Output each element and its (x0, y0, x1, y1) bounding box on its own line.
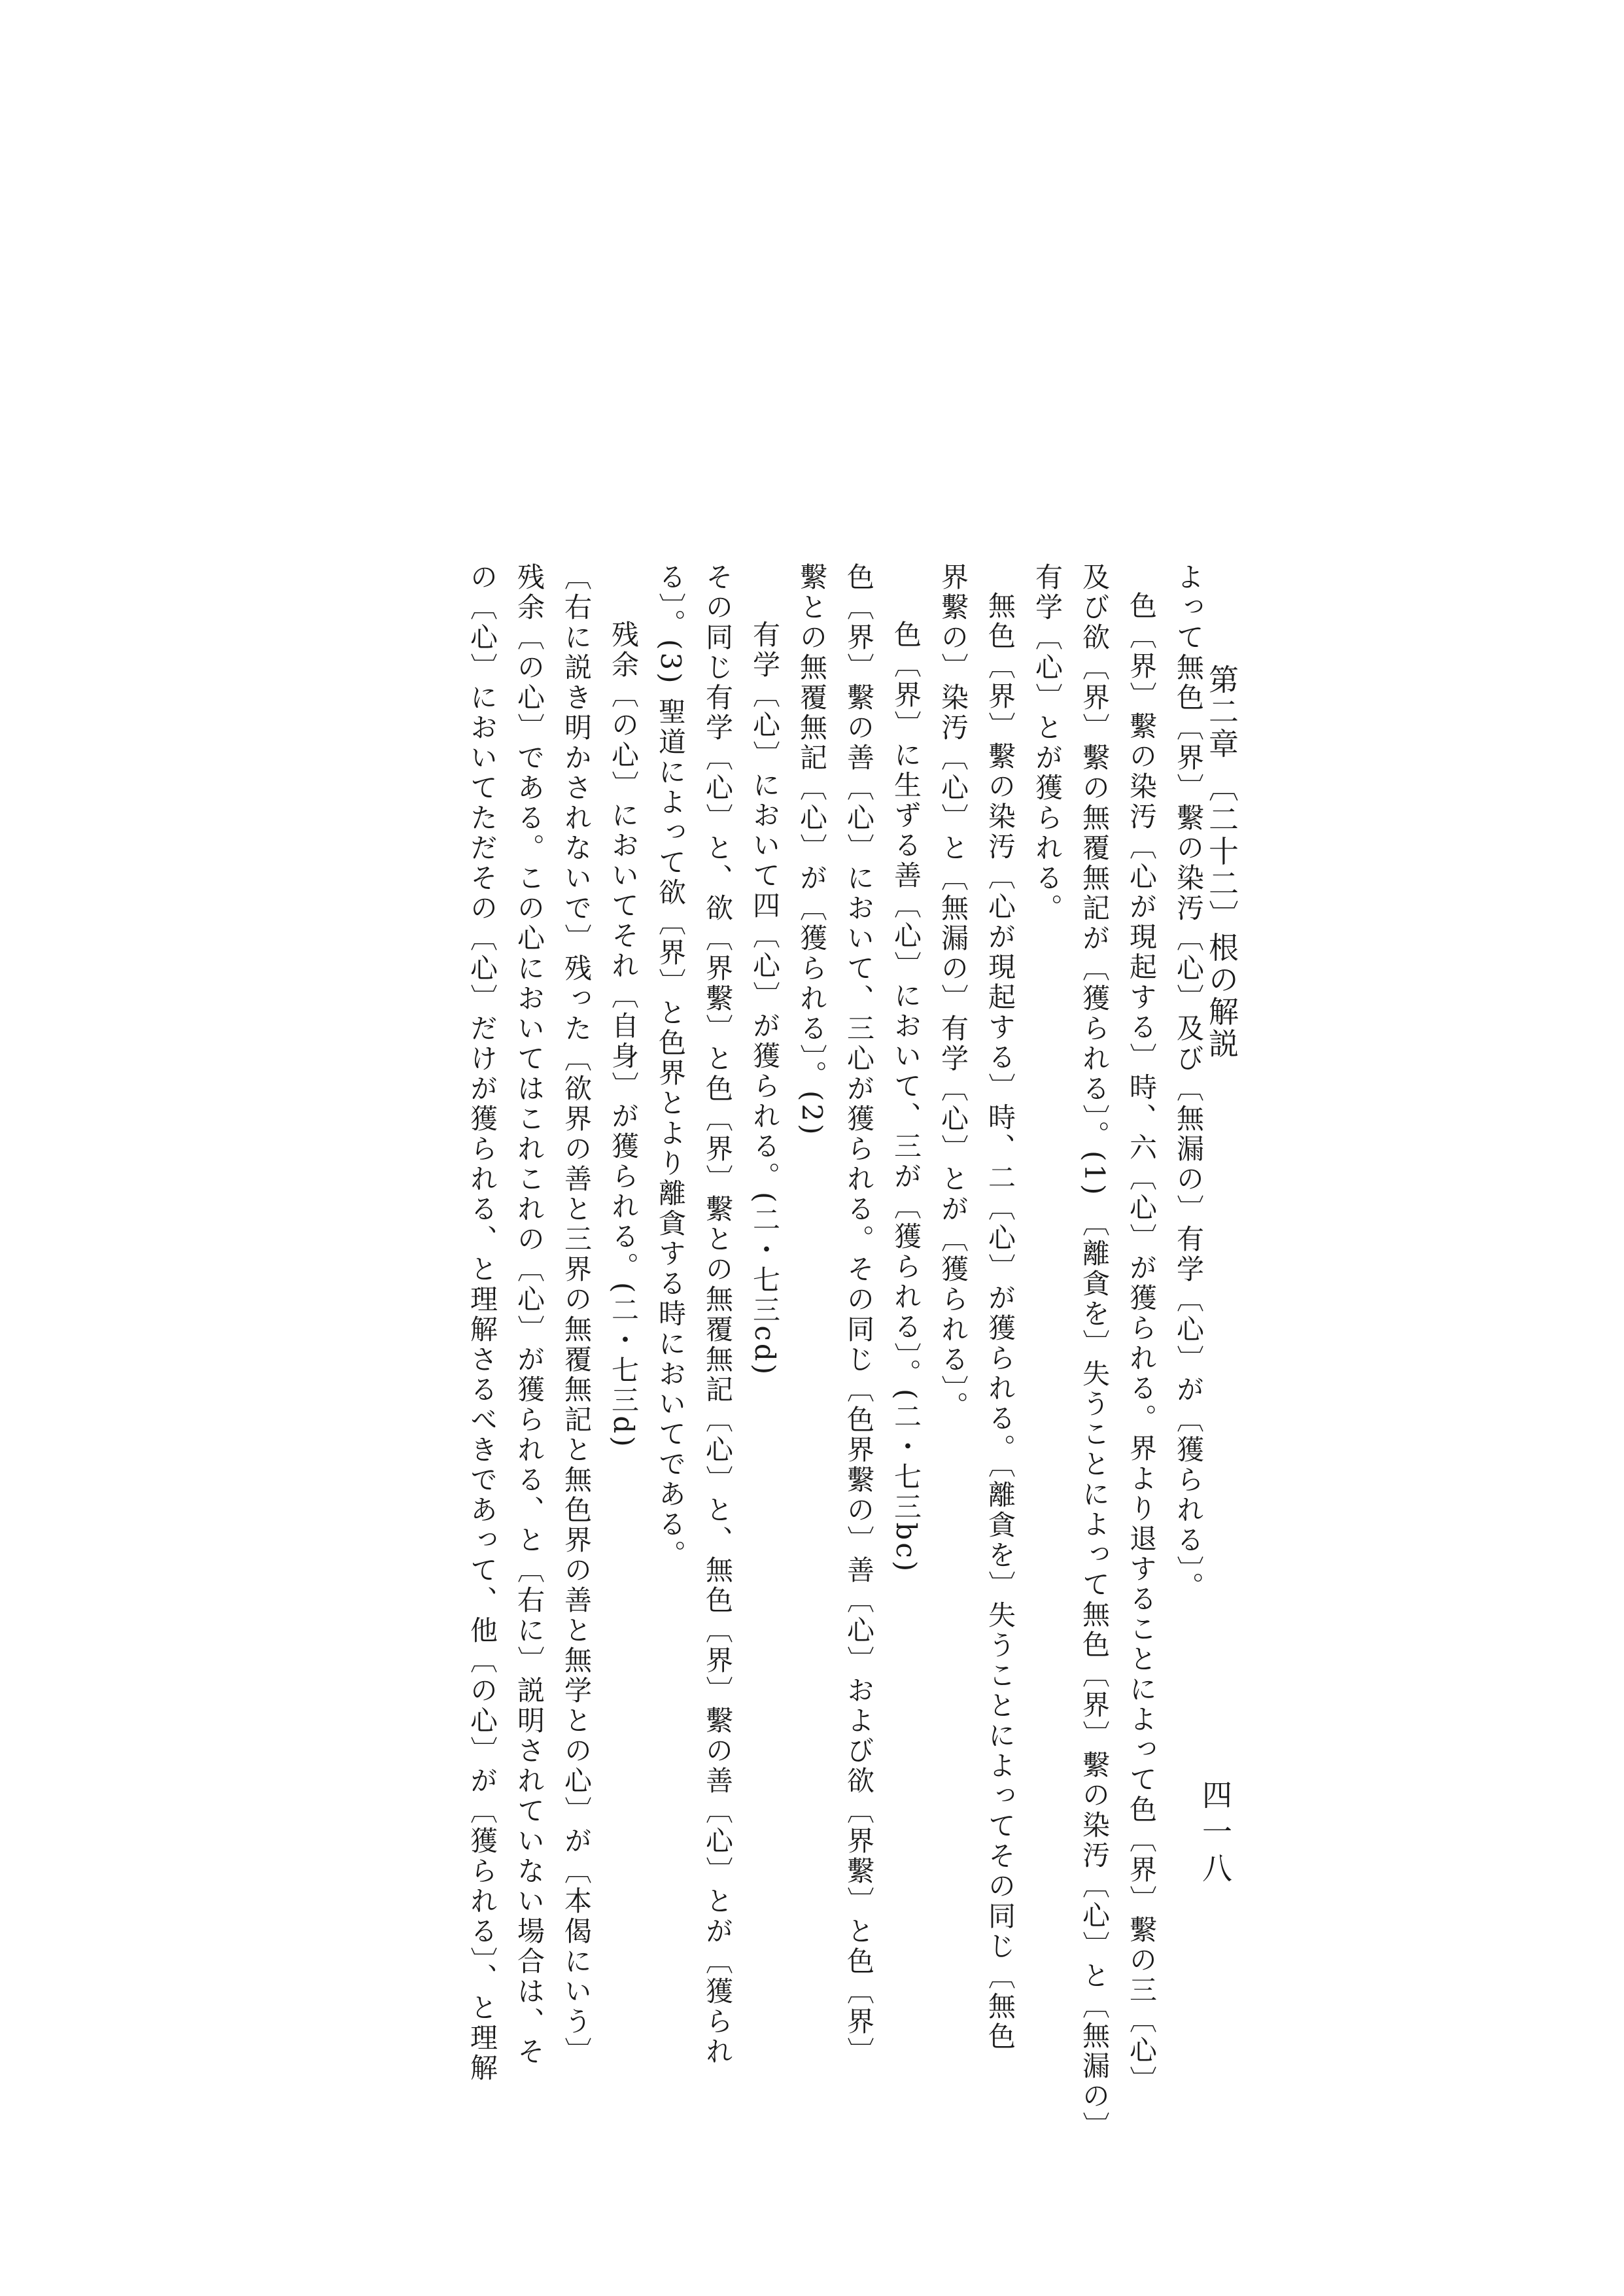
text-line: の〔心〕においてただその〔心〕だけが獲られる、と理解さるべきであって、他〔の心〕が〔獲られる〕、と理解 (466, 563, 498, 2083)
text-line: 無色〔界〕繫の染汚〔心が現起する〕時、二〔心〕が獲られる。〔離貪を〕失うことによってその同じ〔無色 (984, 591, 1016, 2052)
text-line: 界繫の〕染汚〔心〕と〔無漏の〕有学〔心〕とが〔獲られる〕。 (937, 563, 969, 1421)
text-line: その同じ有学〔心〕と、欲〔界繫〕と色〔界〕繫との無覆無記〔心〕と、無色〔界〕繫の善〔心〕とが〔獲られ (702, 563, 734, 2067)
text-line: 有学〔心〕において四〔心〕が獲られる。(二・七三cd) (749, 620, 781, 1378)
body-text (165, 563, 1212, 2142)
text-line: 〔右に説き明かされないで〕残った〔欲界の善と三界の無覆無記と無色界の善と無学との心〕が〔本偈にいう〕 (561, 563, 593, 2067)
text-line: 残余〔の心〕においてそれ〔自身〕が獲られる。(二・七三d) (608, 620, 640, 1450)
text-line: 及び欲〔界〕繫の無覆無記が〔獲られる〕。(1) 〔離貪を〕失うことによって無色〔界〕繫の染汚〔心〕と〔無漏の〕 (1079, 563, 1111, 2142)
text-line: よって無色〔界〕繫の染汚〔心〕及び〔無漏の〕有学〔心〕が〔獲られる〕。 (1173, 563, 1205, 1602)
page-number: 四一八 (1198, 1779, 1233, 1889)
text-line: 繫との無覆無記〔心〕が〔獲られる〕。(2) (796, 563, 828, 1138)
running-header: 第二章 〔二十二〕根の解説 (1204, 664, 1239, 1060)
text-line: 色〔界〕繫の染汚〔心が現起する〕時、六〔心〕が獲られる。界より退することによって色〔界〕繫の三〔心〕 (1126, 591, 1158, 2096)
text-line: 有学〔心〕とが獲られる。 (1031, 563, 1063, 924)
text-line: 色〔界〕繫の善〔心〕において、三心が獲られる。その同じ〔色界繫の〕善〔心〕および欲〔界繫〕と色〔界〕 (843, 563, 875, 2067)
text-line: 色〔界〕に生ずる善〔心〕において、三が〔獲られる〕。(二・七三bc) (890, 620, 922, 1574)
text-line: 残余〔の心〕である。この心においてはこれこれの〔心〕が獲られる、と〔右に〕説明されていない場合は、そ (513, 563, 545, 2067)
text-line: る〕。(3) 聖道によって欲〔界〕と色界とより離貪する時においてである。 (655, 563, 687, 1570)
